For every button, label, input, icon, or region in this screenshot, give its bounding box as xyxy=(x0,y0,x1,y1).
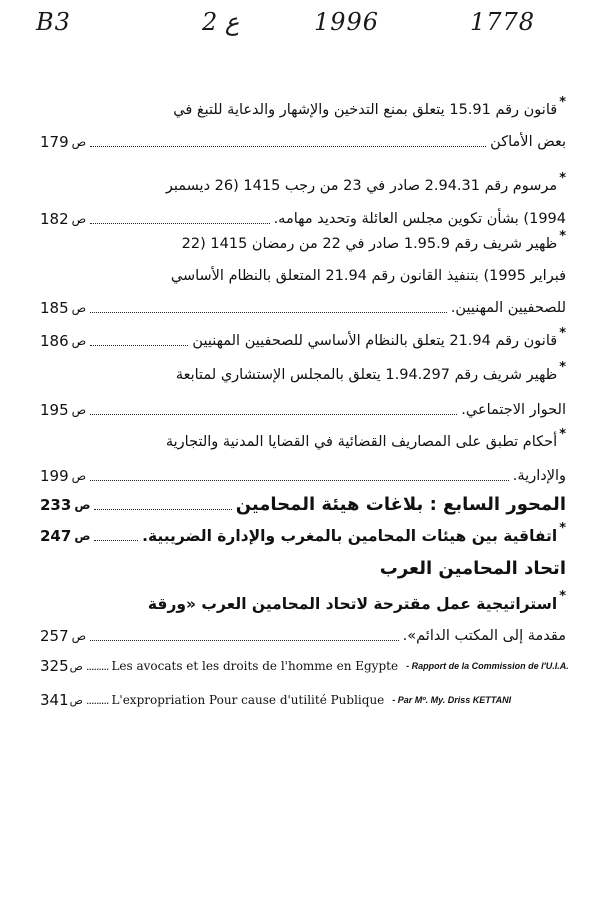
toc-entry-french[interactable] xyxy=(40,654,569,678)
toc-entry-title: بعض الأماكن xyxy=(490,134,566,150)
page-number: 257 xyxy=(40,627,69,645)
page-label: ص xyxy=(71,212,87,226)
toc-entry[interactable] xyxy=(40,428,566,456)
toc-entry-title: أحكام تطبق على المصاريف القضائية في القضايا المدنية والتجارية xyxy=(165,434,558,450)
toc-entry-credit: - Par Mº. My. Driss KETTANI xyxy=(392,695,512,705)
bullet-star: * xyxy=(559,360,566,375)
handwritten-issue: ع 2 xyxy=(202,8,240,36)
toc-entry[interactable] xyxy=(40,361,566,389)
dot-leader xyxy=(90,344,188,346)
toc-entry[interactable] xyxy=(40,622,566,650)
page-label: ص xyxy=(74,529,91,543)
toc-entry[interactable] xyxy=(40,396,566,424)
bullet-star: * xyxy=(559,95,566,110)
dot-leader: ......... xyxy=(85,693,109,707)
bullet-star: * xyxy=(559,229,566,244)
page-number: 341 xyxy=(40,691,69,709)
page-number: 182 xyxy=(40,210,69,228)
toc-entry-title: اتفاقية بين هيئات المحامين بالمغرب والإدارة الضريبية. xyxy=(142,527,558,545)
page-number: 179 xyxy=(40,133,69,151)
page-number: 195 xyxy=(40,401,69,419)
toc-entry-title: 1994) بشأن تكوين مجلس العائلة وتحديد مهامه. xyxy=(273,211,566,227)
toc-entry[interactable] xyxy=(40,172,566,200)
toc-entry[interactable] xyxy=(40,205,566,233)
page-number: 199 xyxy=(40,467,69,485)
dot-leader xyxy=(90,311,447,313)
toc-entry[interactable] xyxy=(40,230,566,258)
page-number: 185 xyxy=(40,299,69,317)
page-label: ص xyxy=(71,334,87,348)
toc-entry-title: المحور السابع : بلاغات هيئة المحامين xyxy=(235,494,566,515)
page-ref xyxy=(40,462,86,490)
toc-entry-credit: - Rapport de la Commission de l'U.I.A. xyxy=(406,661,569,671)
toc-entry[interactable] xyxy=(40,555,566,583)
toc-entry[interactable] xyxy=(40,262,566,290)
toc-entry-title: الحوار الاجتماعي. xyxy=(461,402,566,418)
toc-entry[interactable] xyxy=(40,96,566,124)
bullet-star: * xyxy=(559,427,566,442)
page-number: 186 xyxy=(40,332,69,350)
page-ref xyxy=(40,128,86,156)
toc-entry-title: استراتيجية عمل مقترحة لاتحاد المحامين العرب «ورقة xyxy=(147,595,558,613)
dot-leader xyxy=(94,539,138,541)
page-ref xyxy=(40,294,86,322)
page-ref xyxy=(40,327,86,355)
page-ref xyxy=(40,491,90,519)
page-ref xyxy=(40,522,90,550)
bullet-star: * xyxy=(559,521,566,536)
toc-entry[interactable] xyxy=(40,491,566,519)
dot-leader xyxy=(90,639,399,641)
toc-entry-title: مقدمة إلى المكتب الدائم». xyxy=(402,628,566,644)
toc-entry-title: L'expropriation Pour cause d'utilité Publique xyxy=(111,693,385,707)
toc-entry-title: مرسوم رقم 2.94.31 صادر في 23 من رجب 1415 (26 ديسمبر xyxy=(165,178,558,194)
toc-entry[interactable] xyxy=(40,294,566,322)
toc-entry-title: اتحاد المحامين العرب xyxy=(379,558,566,579)
page-label: ص xyxy=(69,659,83,673)
dot-leader xyxy=(94,508,231,510)
dot-leader xyxy=(90,413,457,415)
page-ref xyxy=(40,396,86,424)
page-ref xyxy=(40,622,86,650)
toc-entry[interactable] xyxy=(40,522,566,550)
page-number: 325 xyxy=(40,657,69,675)
page-label: ص xyxy=(71,301,87,315)
toc-entry[interactable] xyxy=(40,327,566,355)
toc-entry-french[interactable] xyxy=(40,688,566,712)
handwritten-number: 1778 xyxy=(470,8,536,36)
toc-entry-title: Les avocats et les droits de l'homme en Egypte xyxy=(111,659,399,673)
toc-entry[interactable] xyxy=(40,462,566,490)
page-label: ص xyxy=(74,498,91,512)
dot-leader xyxy=(90,145,486,147)
handwritten-code: B3 xyxy=(36,8,71,36)
bullet-star: * xyxy=(559,589,566,604)
handwritten-year: 1996 xyxy=(314,8,380,36)
toc-entry-title: قانون رقم 21.94 يتعلق بالنظام الأساسي للصحفيين المهنيين xyxy=(192,333,558,349)
toc-entry[interactable] xyxy=(40,128,566,156)
page-number: 247 xyxy=(40,527,72,545)
page-label: ص xyxy=(69,693,83,707)
dot-leader: ......... xyxy=(85,659,109,673)
toc-entry-title: قانون رقم 15.91 يتعلق بمنع التدخين والإشهار والدعاية للتبغ في xyxy=(173,102,558,118)
page-label: ص xyxy=(71,469,87,483)
dot-leader xyxy=(90,222,269,224)
toc-entry-title: ظهير شريف رقم 1.95.9 صادر في 22 من رمضان 1415 (22 xyxy=(181,236,558,252)
toc-entry-title: فبراير 1995) بتنفيذ القانون رقم 21.94 المتعلق بالنظام الأساسي xyxy=(170,268,566,284)
toc-entry-title: والإدارية. xyxy=(512,468,566,484)
bullet-star: * xyxy=(559,171,566,186)
toc-entry-title: للصحفيين المهنيين. xyxy=(450,300,566,316)
page-number: 233 xyxy=(40,496,72,514)
toc-entry-title: ظهير شريف رقم 1.94.297 يتعلق بالمجلس الإستشاري لمتابعة xyxy=(175,367,558,383)
page-ref xyxy=(40,205,86,233)
dot-leader xyxy=(90,479,509,481)
page-label: ص xyxy=(71,135,87,149)
bullet-star: * xyxy=(559,326,566,341)
page-label: ص xyxy=(71,629,87,643)
page-label: ص xyxy=(71,403,87,417)
toc-entry[interactable] xyxy=(40,590,566,618)
